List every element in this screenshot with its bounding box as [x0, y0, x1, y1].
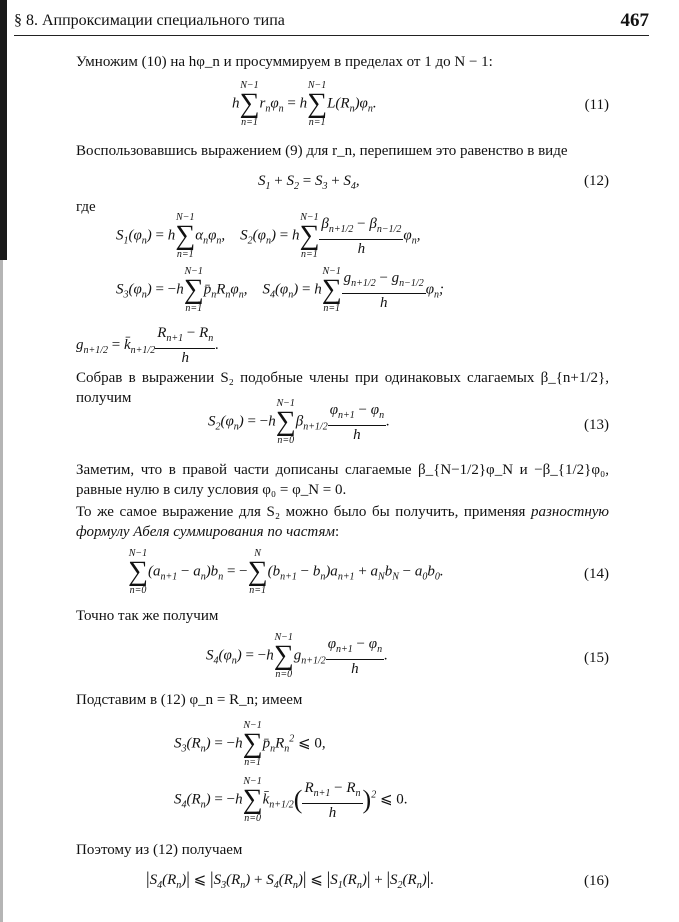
paragraph-9: Поэтому из (12) получаем: [76, 842, 243, 858]
equation-12: $S_1 + S_2 = S_3 + S_4$,: [258, 173, 360, 192]
paragraph-3: где: [76, 199, 96, 215]
paragraph-6: [76, 502, 609, 542]
equation-13: $S_2(\varphi_n) = -h$ N−1 ∑ n=0 $\beta_{n+1/2}$ $\frac{\varphi_{n+1} - \varphi_n}{h}$ .: [208, 398, 390, 446]
page-binding-edge: [0, 0, 7, 260]
eq-number-11: (11): [584, 97, 609, 113]
paragraph-6-text: То же самое выражение для S₂ можно было бы получить, применяя: [76, 504, 532, 520]
equation-g-def: $g_{n+1/2}$ = $k̄_{n+1/2}$ $\frac{R_{n+1} - R_n}{h}$ .: [76, 325, 220, 366]
eq-number-16: (16): [584, 873, 609, 889]
paragraph-1: Умножим (10) на hφ_n и просуммируем в пределах от 1 до N − 1:: [76, 54, 493, 70]
paragraph-5: Заметим, что в правой части дописаны слагаемые β_{N−1/2}φ_N и −β_{1/2}φ₀, равные нулю в силу условия φ₀ = φ_N = 0.: [76, 462, 609, 498]
running-header: [14, 12, 649, 34]
header-rule: [14, 35, 649, 36]
eq-number-14: (14): [584, 566, 609, 582]
paragraph-4: Собрав в выражении S₂ подобные члены при одинаковых слагаемых β_{n+1/2}, получим: [76, 370, 609, 406]
abel-formula-term: разностную формулу Абеля суммирования по частям: [76, 504, 609, 540]
equation-s4-rn: $S_4(R_n) = -h$ N−1 ∑ n=0 $k̄_{n+1/2}$( $\frac{R_{n+1} - R_n}{h}$ )$^2$ ⩽ 0.: [174, 776, 408, 824]
equation-11: h N−1 ∑ n=1 $r_n\varphi_n = h$ N−1 ∑ n=1 $L(R_n)\varphi_n$.: [232, 80, 377, 128]
paragraph-6-colon: :: [335, 524, 340, 540]
equation-s3-s4: $S_3(\varphi_n) = -h$ N−1 ∑ n=1 $p̄_nR_n\varphi_n$, $S_4(\varphi_n) = h$ N−1 ∑ n=1 $\frac{g_{n+1/2} - g_{n-1/2}}{h}$ $\varphi_n$;: [116, 266, 445, 314]
eq-number-13: (13): [584, 417, 609, 433]
equation-s1-s2: $S_1(\varphi_n) = h$ N−1 ∑ n=1 $\alpha_n\varphi_n$, $S_2(\varphi_n) = h$ N−1 ∑ n=1 $\frac{\beta_{n+1/2} - \beta_{n-1/2}}{h}$ $\varphi_n$,: [116, 212, 421, 260]
eq-number-15: (15): [584, 650, 609, 666]
equation-14: N−1 ∑ n=0 $(a_{n+1} - a_n)b_n$ = − N ∑ n=1 $(b_{n+1} - b_n)a_{n+1} + a_Nb_N - a_0b_0$.: [128, 548, 444, 596]
paragraph-7: Точно так же получим: [76, 608, 219, 624]
page-number: 467: [620, 10, 649, 31]
equation-15: $S_4(\varphi_n) = -h$ N−1 ∑ n=0 $g_{n+1/2}$ $\frac{\varphi_{n+1} - \varphi_n}{h}$ .: [206, 632, 388, 680]
eq-number-12: (12): [584, 173, 609, 189]
equation-16: $|S_4(R_n)|$ ⩽ $|S_3(R_n) + S_4(R_n)|$ ⩽ $|S_1(R_n)| + |S_2(R_n)|$.: [146, 868, 435, 891]
paragraph-2: Воспользовавшись выражением (9) для r_n, перепишем это равенство в виде: [76, 143, 568, 159]
equation-s3-rn: $S_3(R_n) = -h$ N−1 ∑ n=1 $p̄_nR_n^2$ ⩽ 0,: [174, 720, 326, 768]
section-title: § 8. Аппроксимации специального типа: [14, 12, 285, 29]
paragraph-8: Подставим в (12) φ_n = R_n; имеем: [76, 692, 303, 708]
